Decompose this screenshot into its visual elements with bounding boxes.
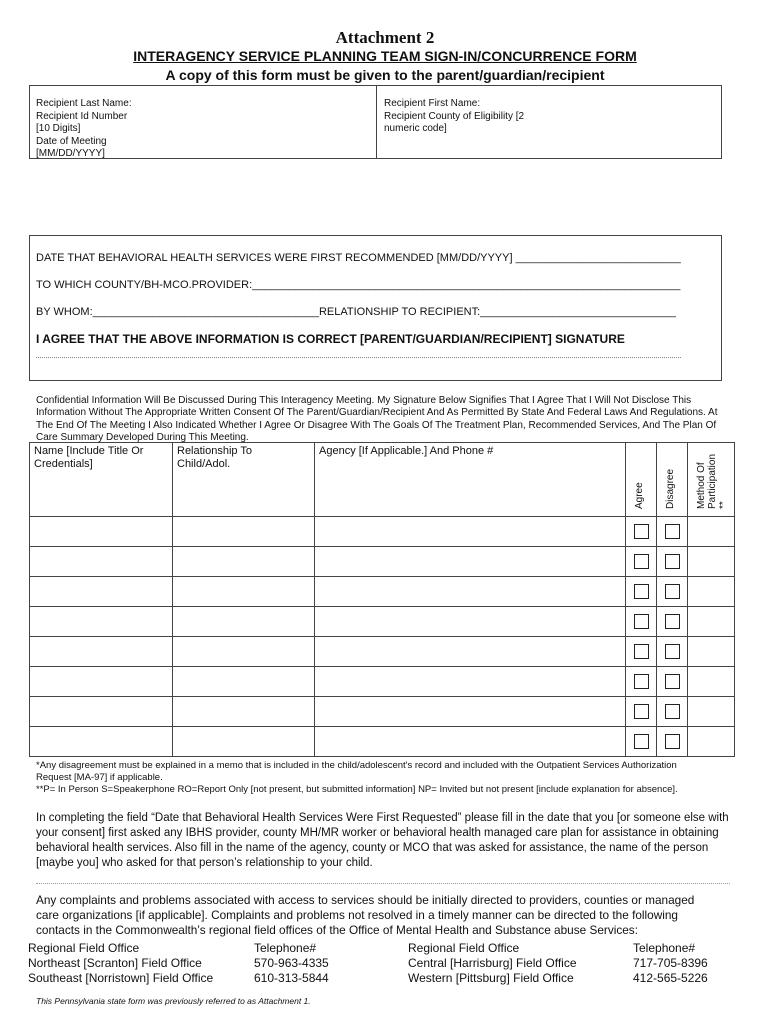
- separator-line: [36, 883, 730, 884]
- disagree-checkbox[interactable]: [665, 614, 680, 629]
- agency-cell[interactable]: [315, 697, 626, 727]
- services-box: [29, 235, 722, 381]
- method-cell[interactable]: [688, 667, 735, 697]
- agree-cell[interactable]: [626, 547, 657, 577]
- offices-left-tel: [254, 941, 329, 986]
- header-agency-label: Agency [If Applicable.] And Phone #: [319, 445, 494, 457]
- name-cell[interactable]: [30, 637, 173, 667]
- office-western: Western [Pittsburg] Field Office: [408, 971, 574, 985]
- sign-in-table: [29, 442, 735, 757]
- meeting-date-format: [MM/DD/YYYY]: [36, 148, 105, 159]
- telephone-header: Telephone#: [633, 941, 696, 955]
- table-row: [30, 727, 735, 757]
- agency-cell[interactable]: [315, 607, 626, 637]
- relationship-cell[interactable]: [173, 547, 315, 577]
- header-name-line: Credentials]: [34, 458, 93, 470]
- header-agency: [315, 443, 626, 517]
- recipient-first-name-label: Recipient First Name:: [384, 98, 481, 109]
- note-disagreement: *Any disagreement must be explained in a memo that is included in the child/adolescent's record and included with the Outpatient Services Authorization: [36, 760, 677, 771]
- disagree-checkbox[interactable]: [665, 704, 680, 719]
- disagree-checkbox[interactable]: [665, 674, 680, 689]
- header-relationship: [173, 443, 315, 517]
- header-name-line: Name [Include Title Or: [34, 445, 144, 457]
- disagree-cell[interactable]: [657, 517, 688, 547]
- offices-left: [28, 941, 213, 986]
- instruction-line: behavioral health services. Also fill in the name of the agency, county or MCO that was asked for assistance, the name of the person: [36, 842, 709, 854]
- relationship-cell[interactable]: [173, 637, 315, 667]
- agree-checkbox[interactable]: [634, 644, 649, 659]
- telephone-header: Telephone#: [254, 941, 317, 955]
- attachment-label: Attachment 2: [335, 28, 435, 47]
- header-method: [688, 443, 735, 517]
- agree-cell[interactable]: [626, 607, 657, 637]
- recipient-id-label-2: [10 Digits]: [36, 123, 81, 134]
- name-cell[interactable]: [30, 517, 173, 547]
- table-header-row: [30, 443, 735, 517]
- disagree-cell[interactable]: [657, 547, 688, 577]
- agree-cell[interactable]: [626, 637, 657, 667]
- recipient-last-name-label: Recipient Last Name:: [36, 98, 132, 109]
- disagree-checkbox[interactable]: [665, 524, 680, 539]
- agree-checkbox[interactable]: [634, 524, 649, 539]
- agree-cell[interactable]: [626, 727, 657, 757]
- instruction-line: [maybe you] who asked for that person’s relationship to your child.: [36, 857, 373, 869]
- disagree-checkbox[interactable]: [665, 554, 680, 569]
- confidential-line: Confidential Information Will Be Discussed During This Interagency Meeting. My Signature Below Signifies That I Agree That I Will Not Disclose This: [36, 395, 692, 406]
- agree-checkbox[interactable]: [634, 704, 649, 719]
- header-method-label: Participation: [707, 453, 718, 509]
- disagree-checkbox[interactable]: [665, 734, 680, 749]
- confidential-line: Information Without The Appropriate Written Consent Of The Parent/Guardian/Recipient And As Permitted By State And Federal Laws And Regulations. At: [36, 407, 718, 419]
- instruction-line: your consent] first asked any IBHS provider, county MH/MR worker or behavioral health managed care plan for assistance in obtaining: [36, 827, 719, 839]
- header-disagree: [657, 443, 688, 517]
- header-name: [30, 443, 173, 517]
- footer-note: This Pennsylvania state form was previously referred to as Attachment 1.: [36, 996, 311, 1006]
- agree-cell[interactable]: [626, 517, 657, 547]
- method-cell[interactable]: [688, 577, 735, 607]
- header-relationship-line: Relationship To: [177, 445, 253, 457]
- complaints-text: [36, 893, 694, 938]
- disagree-cell[interactable]: [657, 667, 688, 697]
- table-row: [30, 697, 735, 727]
- method-cell[interactable]: [688, 697, 735, 727]
- confidential-line: The End Of The Meeting I Also Indicated Whether I Agree Or Disagree With The Goals Of The Treatment Plan, Recommended Services, And The Plan Of: [36, 419, 717, 431]
- agree-checkbox[interactable]: [634, 554, 649, 569]
- agree-checkbox[interactable]: [634, 584, 649, 599]
- table-row: [30, 667, 735, 697]
- disagree-cell[interactable]: [657, 697, 688, 727]
- table-row: [30, 607, 735, 637]
- relationship-cell[interactable]: [173, 667, 315, 697]
- method-cell[interactable]: [688, 607, 735, 637]
- recipient-id-label: Recipient Id Number: [36, 110, 128, 122]
- agency-cell[interactable]: [315, 547, 626, 577]
- instructions: [36, 811, 729, 871]
- agree-signature-label: I AGREE THAT THE ABOVE INFORMATION IS CORRECT [PARENT/GUARDIAN/RECIPIENT] SIGNATURE: [36, 332, 625, 346]
- telephone-northeast: 570-963-4335: [254, 956, 329, 970]
- name-cell[interactable]: [30, 547, 173, 577]
- note-participation-codes: **P= In Person S=Speakerphone RO=Report Only [not present, but submitted information] NP= Invited but not present [include explanation for absence].: [36, 784, 678, 795]
- name-cell[interactable]: [30, 667, 173, 697]
- relationship-cell[interactable]: [173, 727, 315, 757]
- recipient-county-label: Recipient County of Eligibility [2: [384, 110, 525, 122]
- form-subtitle: A copy of this form must be given to the parent/guardian/recipient: [165, 67, 605, 83]
- table-row: [30, 547, 735, 577]
- method-cell[interactable]: [688, 517, 735, 547]
- office-northeast: Northeast [Scranton] Field Office: [28, 956, 202, 970]
- header-method-label: **: [718, 501, 729, 509]
- header-method-label: Method Of: [696, 462, 707, 509]
- agree-checkbox[interactable]: [634, 734, 649, 749]
- form-title: INTERAGENCY SERVICE PLANNING TEAM SIGN-IN/CONCURRENCE FORM: [133, 48, 637, 64]
- header-relationship-line: Child/Adol.: [177, 458, 231, 470]
- table-row: [30, 577, 735, 607]
- disagree-cell[interactable]: [657, 607, 688, 637]
- recipient-county-label-2: numeric code]: [384, 123, 447, 134]
- complaints-line: Any complaints and problems associated with access to services should be initially directed to providers, counties or managed: [36, 893, 695, 907]
- table-row: [30, 517, 735, 547]
- services-date-line: DATE THAT BEHAVIORAL HEALTH SERVICES WERE FIRST RECOMMENDED [MM/DD/YYYY] ___________________________: [36, 252, 681, 264]
- telephone-southeast: 610-313-5844: [254, 971, 329, 985]
- office-central: Central [Harrisburg] Field Office: [408, 956, 577, 970]
- services-whom-line: BY WHOM:_____________________________________RELATIONSHIP TO RECIPIENT:________________________________: [36, 306, 676, 318]
- confidential-statement: [36, 395, 726, 444]
- disagree-cell[interactable]: [657, 637, 688, 667]
- agree-cell[interactable]: [626, 667, 657, 697]
- relationship-cell[interactable]: [173, 607, 315, 637]
- services-county-line: TO WHICH COUNTY/BH-MCO.PROVIDER:______________________________________________________________________: [36, 279, 681, 291]
- agency-cell[interactable]: [315, 727, 626, 757]
- agency-cell[interactable]: [315, 517, 626, 547]
- recipient-box: [29, 85, 722, 159]
- relationship-cell[interactable]: [173, 577, 315, 607]
- offices-right: [408, 941, 577, 986]
- header-agree-label: Agree: [634, 482, 645, 509]
- telephone-central: 717-705-8396: [633, 956, 708, 970]
- relationship-cell[interactable]: [173, 697, 315, 727]
- complaints-line: care organizations [if applicable]. Complaints and problems not resolved in a timely manner can be directed to the following: [36, 908, 678, 922]
- header-agree: [626, 443, 657, 517]
- agency-cell[interactable]: [315, 577, 626, 607]
- disagree-cell[interactable]: [657, 577, 688, 607]
- office-header: Regional Field Office: [408, 941, 520, 955]
- instruction-line: In completing the field “Date that Behavioral Health Services Were First Requested” please fill in the date that you [or someone else with: [36, 812, 729, 824]
- agency-cell[interactable]: [315, 637, 626, 667]
- disagree-checkbox[interactable]: [665, 644, 680, 659]
- method-cell[interactable]: [688, 727, 735, 757]
- name-cell[interactable]: [30, 727, 173, 757]
- offices-right-tel: [633, 941, 708, 986]
- disagree-cell[interactable]: [657, 727, 688, 757]
- telephone-western: 412-565-5226: [633, 971, 708, 985]
- agency-cell[interactable]: [315, 667, 626, 697]
- name-cell[interactable]: [30, 697, 173, 727]
- agree-checkbox[interactable]: [634, 614, 649, 629]
- agree-checkbox[interactable]: [634, 674, 649, 689]
- disagree-checkbox[interactable]: [665, 584, 680, 599]
- office-header: Regional Field Office: [28, 941, 140, 955]
- method-cell[interactable]: [688, 637, 735, 667]
- meeting-date-label: Date of Meeting: [36, 135, 107, 147]
- relationship-cell[interactable]: [173, 517, 315, 547]
- table-notes: [36, 760, 678, 796]
- confidential-line: Care Summary Developed During This Meeting.: [36, 431, 249, 443]
- signature-line[interactable]: [36, 357, 681, 358]
- header-disagree-label: Disagree: [665, 468, 676, 509]
- table-row: [30, 637, 735, 667]
- office-southeast: Southeast [Norristown] Field Office: [28, 971, 214, 985]
- agree-cell[interactable]: [626, 577, 657, 607]
- name-cell[interactable]: [30, 607, 173, 637]
- note-disagreement-2: Request [MA-97] if applicable.: [36, 772, 163, 783]
- agree-cell[interactable]: [626, 697, 657, 727]
- method-cell[interactable]: [688, 547, 735, 577]
- name-cell[interactable]: [30, 577, 173, 607]
- complaints-line: contacts in the Commonwealth’s regional field offices of the Office of Mental Health and Substance abuse Services:: [36, 923, 638, 937]
